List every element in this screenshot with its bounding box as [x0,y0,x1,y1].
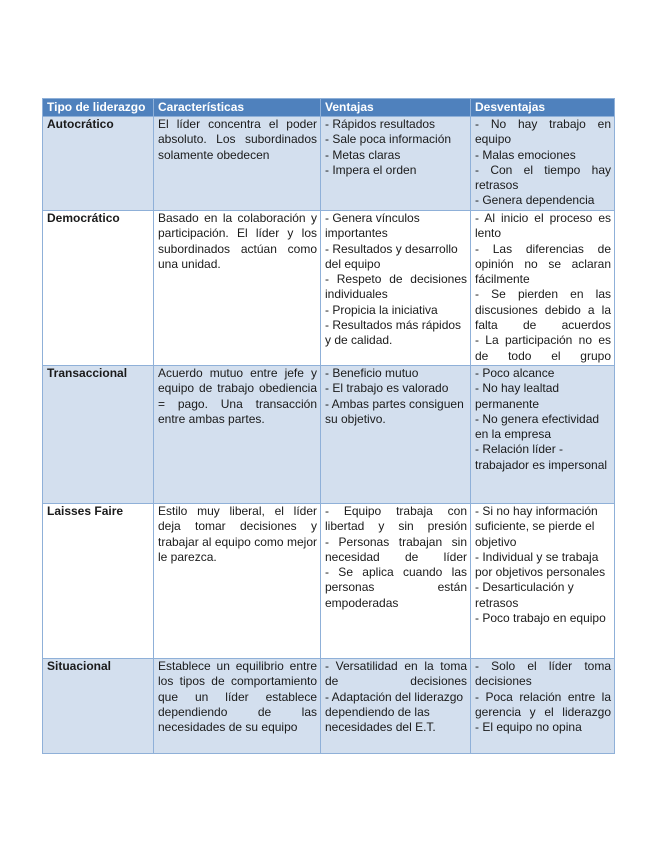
cell-type: Laisses Faire [43,503,154,658]
cell-characteristics: El líder concentra el poder absoluto. Los subordinados solamente obedecen [154,117,321,211]
cell-type: Transaccional [43,365,154,503]
disadvantage-item: - No hay trabajo en equipo [475,117,611,147]
header-tipo: Tipo de liderazgo [43,99,154,117]
advantage-item: - Equipo trabaja con libertad y sin presión [325,503,467,534]
cell-type: Democrático [43,211,154,366]
disadvantage-item: - Solo el líder toma decisiones [475,658,611,689]
disadvantage-item: - No hay lealtad permanente [475,381,560,411]
disadvantage-item: - Al inicio el proceso es lento [475,211,611,241]
disadvantage-item: - El equipo no opina [475,720,582,735]
cell-advantages [321,658,471,753]
disadvantage-item: - Poca relación entre la gerencia y el liderazgo [475,689,611,719]
disadvantage-item: - Con el tiempo hay retrasos [475,162,611,193]
cell-type: Situacional [43,658,154,753]
cell-characteristics: Acuerdo mutuo entre jefe y equipo de trabajo obediencia = pago. Una transacción entre ambas partes. [154,365,321,503]
cell-characteristics: Establece un equilibrio entre los tipos de comportamiento que un líder establece dependiendo de las necesidades de su equipo [154,658,321,753]
advantage-item: - Sale poca información [325,132,452,147]
cell-advantages [321,211,471,366]
table-header-row [43,99,615,117]
advantage-item: - Personas trabajan sin necesidad de líder [325,534,467,564]
advantage-item: - Genera vínculos importantes [325,211,420,241]
cell-disadvantages [471,365,615,503]
table-row [43,503,615,658]
header-ventajas: Ventajas [321,99,471,117]
disadvantage-item: - Se pierden en las discusiones debido a la falta de acuerdos [475,287,611,333]
advantage-item: - Metas claras [325,147,401,162]
disadvantage-item: - No genera efectividad en la empresa [475,411,600,442]
table-row [43,117,615,211]
cell-characteristics: Basado en la colaboración y participación. El líder y los subordinados actúan como una unidad. [154,211,321,366]
advantage-item: - Resultados más rápidos y de calidad. [325,318,462,348]
table-row [43,211,615,366]
advantage-item: - Ambas partes consiguen su objetivo. [325,396,464,426]
advantage-item: - Versatilidad en la toma de decisiones [325,658,467,689]
cell-type: Autocrático [43,117,154,211]
cell-disadvantages [471,211,615,366]
cell-advantages [321,117,471,211]
disadvantage-item: - Poco trabajo en equipo [475,611,606,626]
advantage-item: - Se aplica cuando las personas están empoderadas [325,565,467,610]
header-desventajas: Desventajas [471,99,615,117]
disadvantage-item: - Individual y se trabaja por objetivos personales [475,549,606,580]
cell-advantages [321,503,471,658]
leadership-table [42,98,615,754]
advantage-item: - Resultados y desarrollo del equipo [325,241,458,271]
advantage-item: - Propicia la iniciativa [325,302,438,317]
cell-advantages [321,365,471,503]
disadvantage-item: - Las diferencias de opinión no se aclaran fácilmente [475,241,611,287]
disadvantage-item: - Desarticulación y retrasos [475,580,574,610]
table-row [43,658,615,753]
advantage-item: - Adaptación del liderazgo dependiendo de las necesidades del E.T. [325,689,464,735]
disadvantage-item: - Si no hay información suficiente, se pierde el objetivo [475,503,598,549]
advantage-item: - Beneficio mutuo [325,365,419,380]
advantage-item: - Impera el orden [325,162,417,177]
cell-characteristics: Estilo muy liberal, el líder deja tomar decisiones y trabajar al equipo como mejor le parezca. [154,503,321,658]
disadvantage-item: - La participación no es de todo el grupo [475,333,611,363]
cell-disadvantages [471,658,615,753]
header-caracteristicas: Características [154,99,321,117]
disadvantage-item: - Poco alcance [475,365,555,380]
advantage-item: - Respeto de decisiones individuales [325,272,467,302]
advantage-item: - El trabajo es valorado [325,381,449,396]
disadvantage-item: - Genera dependencia [475,193,595,208]
disadvantage-item: - Relación líder - trabajador es impersonal [475,442,608,472]
cell-disadvantages [471,503,615,658]
advantage-item: - Rápidos resultados [325,117,436,131]
disadvantage-item: - Malas emociones [475,147,576,162]
cell-disadvantages [471,117,615,211]
table-row [43,365,615,503]
